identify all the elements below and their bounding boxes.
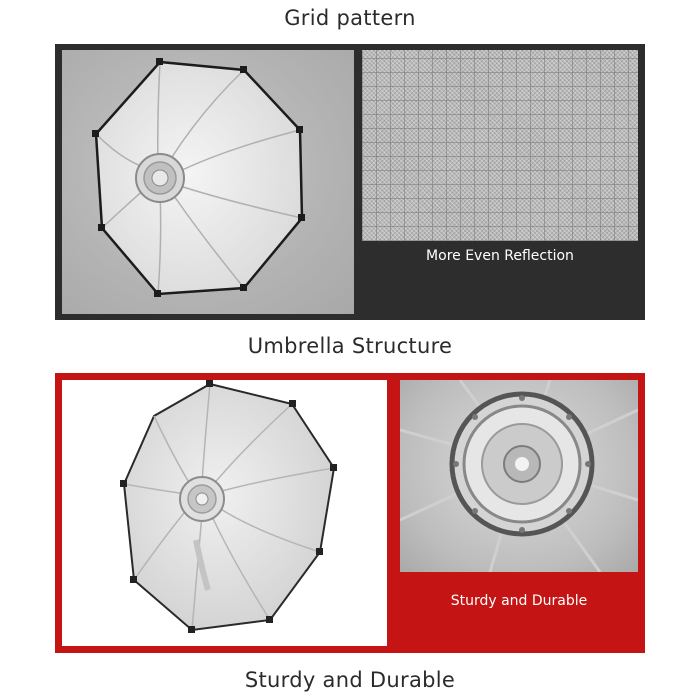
more-even-reflection-caption: More Even Reflection [426,248,574,264]
grid-pattern-heading: Grid pattern [284,6,416,30]
sturdy-and-durable-caption: Sturdy and Durable [450,593,588,609]
octagonal-softbox-front-photo [62,50,354,314]
softbox-front-illustration [62,50,354,314]
speedring-closeup-photo [400,380,638,572]
umbrella-structure-heading: Umbrella Structure [247,334,453,358]
speedring-illustration [400,380,638,572]
sturdy-and-durable-heading: Sturdy and Durable [244,668,456,692]
grid-fabric-closeup-photo [362,50,638,241]
softbox-open-illustration [62,380,387,646]
octagonal-softbox-open-photo [62,380,387,646]
